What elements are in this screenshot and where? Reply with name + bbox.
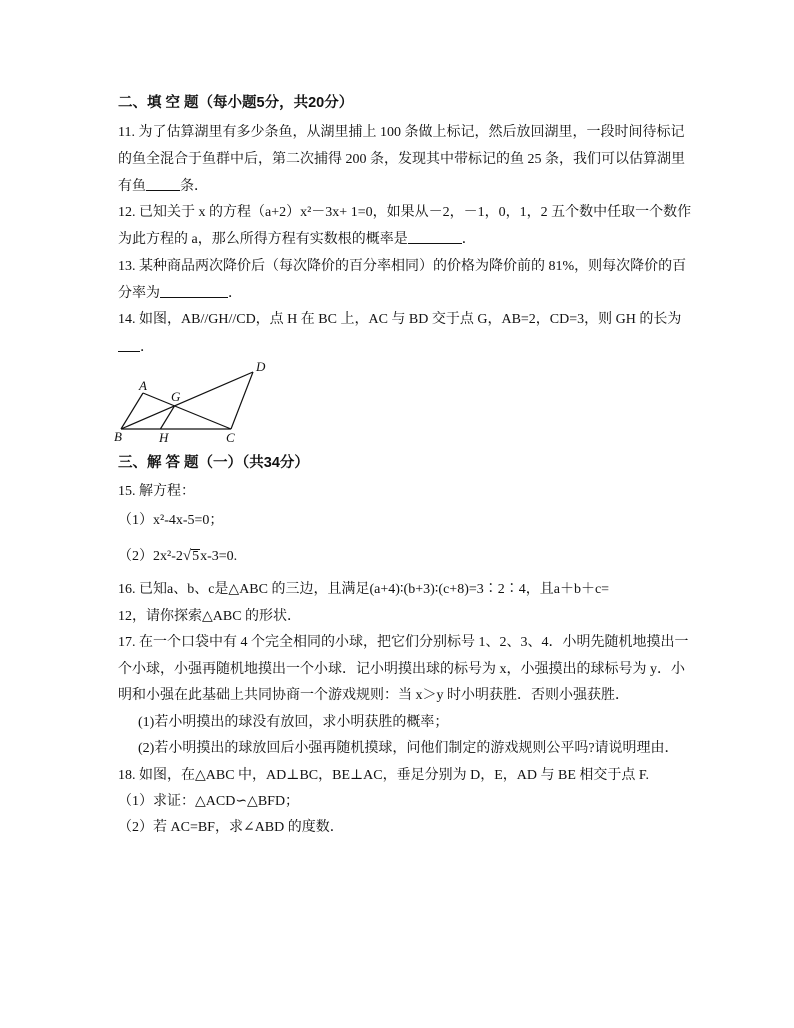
label-b: B — [114, 429, 122, 444]
q18-stem: 18. 如图，在△ABC 中，AD⊥BC，BE⊥AC，垂足分别为 D，E，AD 与 BE 相交于点 F. — [118, 768, 650, 783]
q12-line2-after: ． — [461, 232, 476, 247]
q17-line2: 个小球，小强再随机地摸出一个小球．记小明摸出球的标号为 x，小强摸出的球标号为 y．小 — [118, 662, 685, 677]
q13-answer-blank — [160, 284, 228, 298]
q13-line2-after: ． — [228, 286, 242, 301]
label-d: D — [256, 359, 266, 374]
label-g: G — [171, 389, 181, 404]
q17-line1: 17. 在一个口袋中有 4 个完全相同的小球，把它们分别标号 1、2、3、4．小明先随机地摸出一 — [118, 635, 689, 650]
q14-answer-blank — [118, 338, 140, 352]
q18-part1: （1）求证：△ACD∽△BFD； — [118, 794, 300, 809]
section-fill-blank-title: 二、填 空 题（每小题5分，共20分） — [118, 95, 354, 111]
q14-line1: 14. 如图，AB//GH//CD，点 H 在 BC 上，AC 与 BD 交于点 G，AB=2，CD=3，则 GH 的长为 — [118, 312, 682, 327]
q12-answer-blank — [408, 230, 462, 244]
label-c: C — [226, 430, 235, 445]
q11-line3-after: 条． — [180, 179, 208, 194]
label-h: H — [159, 430, 169, 445]
q15-part1: （1）x²-4x-5=0； — [118, 513, 224, 528]
q14-line2-after: ． — [140, 340, 154, 355]
sqrt-radicand: 5 — [192, 549, 200, 564]
q11-answer-blank — [146, 177, 180, 191]
label-a: A — [139, 378, 147, 393]
q12-line2-before: 为此方程的 a，那么所得方程有实数根的概率是 — [118, 232, 408, 247]
q15-stem: 15. 解方程： — [118, 484, 195, 499]
q18-part2: （2）若 AC=BF，求∠ABD 的度数． — [118, 820, 344, 835]
q16-line2: 12，请你探索△ABC 的形状． — [118, 609, 302, 624]
q11-line3-before: 有鱼 — [118, 179, 146, 194]
q15-part2 — [118, 547, 237, 566]
q15-part2-after: x-3=0. — [200, 549, 238, 564]
q11-line3 — [118, 177, 208, 196]
q17-part2: (2)若小明摸出的球放回后小强再随机摸球，问他们制定的游戏规则公平吗?请说明理由． — [138, 741, 679, 756]
q13-line2-before: 分率为 — [118, 286, 160, 301]
q12-line2 — [118, 230, 476, 249]
q15-part2-before: （2）2x²-2 — [118, 549, 183, 564]
q13-line2 — [118, 284, 242, 303]
q12-line1: 12. 已知关于 x 的方程（a+2）x²－3x+ 1=0，如果从－2，－1，0，1，2 五个数中任取一个数作 — [118, 205, 692, 220]
q16-line1: 16. 已知a、b、c是△ABC 的三边，且满足(a+4)∶(b+3)∶(c+8)=3∶2∶4，且a＋b＋c= — [118, 582, 610, 597]
section-solve-title: 三、解 答 题（一）（共34分） — [118, 455, 309, 471]
q14-figure — [100, 355, 280, 450]
q11-line2: 的鱼全混合于鱼群中后，第二次捕得 200 条，发现其中带标记的鱼 25 条，我们可以估算湖里 — [118, 152, 685, 167]
q13-line1: 13. 某种商品两次降价后（每次降价的百分率相同）的价格为降价前的 81%，则每次降价的百 — [118, 259, 687, 274]
q11-line1: 11. 为了估算湖里有多少条鱼，从湖里捕上 100 条做上标记，然后放回湖里，一段时间待标记 — [118, 125, 685, 140]
q17-line3: 明和小强在此基础上共同协商一个游戏规则：当 x＞y 时小明获胜．否则小强获胜． — [118, 688, 629, 703]
q17-part1: (1)若小明摸出的球没有放回，求小明获胜的概率； — [138, 715, 449, 730]
sqrt-symbol: √ — [182, 548, 192, 564]
segment-ac — [143, 393, 231, 429]
